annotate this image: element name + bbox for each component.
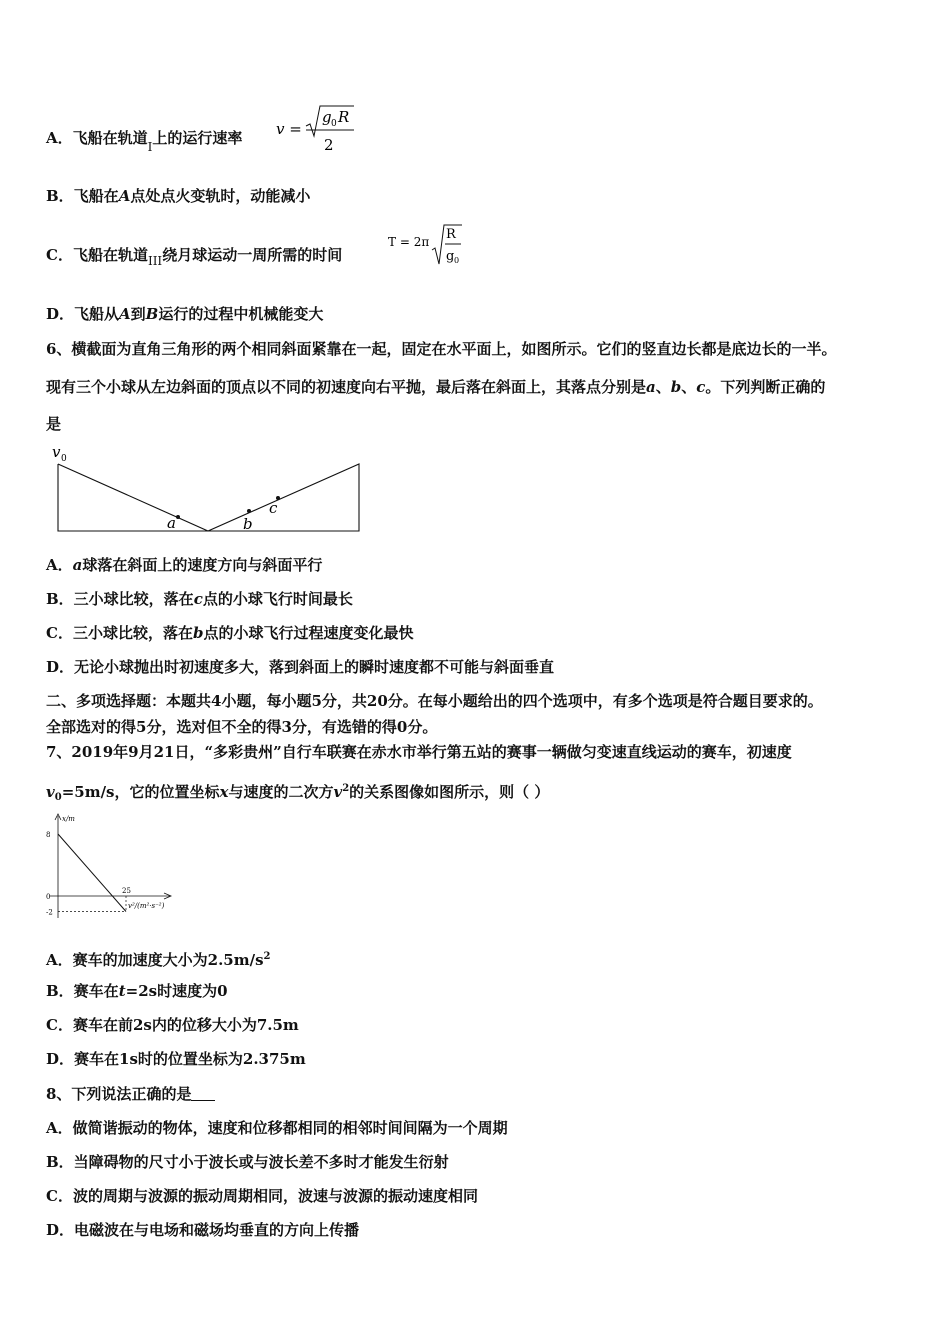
q7-stem-line-1: 7、2019年9月21日，“多彩贵州”自行车联赛在赤水市举行第五站的赛事一辆做匀变速直线运动的赛车，初速度 — [46, 743, 792, 761]
q7-stem-line-2: $v_0=5m/s$，它的位置坐标x与速度的二次方$v^2$的关系图像如图所示，则（ ） — [46, 783, 550, 803]
q5-option-d: D．飞船从A到B运行的过程中机械能变大 — [46, 305, 324, 323]
slopes-outline — [58, 464, 359, 531]
q5-c-formula — [388, 222, 470, 270]
q6-stem-line-2: 现有三个小球从左边斜面的顶点以不同的初速度向右平抛，最后落在斜面上，其落点分别是a、b、c。下列判断正确的 — [46, 378, 826, 396]
point-a-label: a — [167, 514, 176, 532]
q7-option-b: B．赛车在t=2s时速度为0 — [46, 982, 228, 1000]
x-axis-label: v²/(m²·s⁻²) — [128, 902, 165, 910]
formula-num-tail: R — [338, 108, 350, 126]
x-tick-label: 25 — [122, 887, 131, 895]
y-tick-label: -2 — [46, 908, 53, 917]
formula-den: g — [446, 249, 455, 264]
v0-label: v — [52, 443, 61, 461]
q7-option-d: D．赛车在1s时的位置坐标为2.375m — [46, 1050, 306, 1068]
q6-option-d: D．无论小球抛出时初速度多大，落到斜面上的瞬时速度都不可能与斜面垂直 — [46, 658, 555, 676]
q7-x-v2-chart — [44, 810, 184, 928]
point-b-dot — [247, 509, 251, 513]
point-b-label: b — [243, 515, 253, 533]
q6-option-a: A．a球落在斜面上的速度方向与斜面平行 — [46, 556, 323, 574]
q8-stem: 8、下列说法正确的是 — [46, 1084, 215, 1104]
q7-option-a: A．赛车的加速度大小为$2.5m/s^2$ — [46, 951, 271, 969]
formula-den-sub: 0 — [454, 256, 460, 265]
section-2-heading-line-1: 二、多项选择题：本题共4小题，每小题5分，共20分。在每小题给出的四个选项中，有多个选项是符合题目要求的。 — [46, 692, 823, 710]
q6-option-b: B．三小球比较，落在c点的小球飞行时间最长 — [46, 590, 353, 608]
formula-lhs: T = 2π — [388, 235, 430, 249]
q6-option-c: C．三小球比较，落在b点的小球飞行过程速度变化最快 — [46, 624, 414, 642]
q6-stem-line-1: 6、横截面为直角三角形的两个相同斜面紧靠在一起，固定在水平面上，如图所示。它们的竖直边长都是底边长的一半。 — [46, 340, 837, 358]
y-tick-label: 8 — [46, 831, 51, 839]
y-axis-label: x/m — [62, 815, 75, 823]
v0-sub: 0 — [61, 454, 67, 464]
q8-option-c: C．波的周期与波源的振动周期相同，波速与波源的振动速度相同 — [46, 1187, 478, 1205]
q8-option-a: A．做简谐振动的物体，速度和位移都相同的相邻时间间隔为一个周期 — [46, 1119, 508, 1137]
q8-option-d: D．电磁波在与电场和磁场均垂直的方向上传播 — [46, 1221, 360, 1239]
formula-den: 2 — [324, 136, 334, 154]
q8-option-b: B．当障碍物的尺寸小于波长或与波长差不多时才能发生衍射 — [46, 1153, 449, 1171]
point-c-label: c — [269, 499, 278, 517]
q5-option-b: B．飞船在A点处点火变轨时，动能减小 — [46, 187, 311, 205]
q7-option-c: C．赛车在前2s内的位移大小为7.5m — [46, 1016, 299, 1034]
formula-num-sub: 0 — [331, 119, 337, 129]
formula-num: g — [322, 108, 332, 126]
y-tick-label: 0 — [46, 893, 51, 901]
q6-stem-line-3: 是 — [46, 415, 62, 433]
series-line — [58, 834, 126, 912]
point-a-dot — [176, 515, 180, 519]
q5-a-formula — [276, 102, 356, 156]
formula-num: R — [446, 227, 456, 242]
q6-slopes-figure — [46, 440, 366, 536]
q5-option-a: A．飞船在轨道$_I$上的运行速率 — [46, 129, 243, 154]
formula-lhs: v = — [276, 120, 302, 138]
section-2-heading-line-2: 全部选对的得5分，选对但不全的得3分，有选错的得0分。 — [46, 718, 438, 736]
answer-blank — [191, 1086, 215, 1101]
q5-option-c: C．飞船在轨道$_{III}$绕月球运动一周所需的时间 — [46, 246, 343, 268]
